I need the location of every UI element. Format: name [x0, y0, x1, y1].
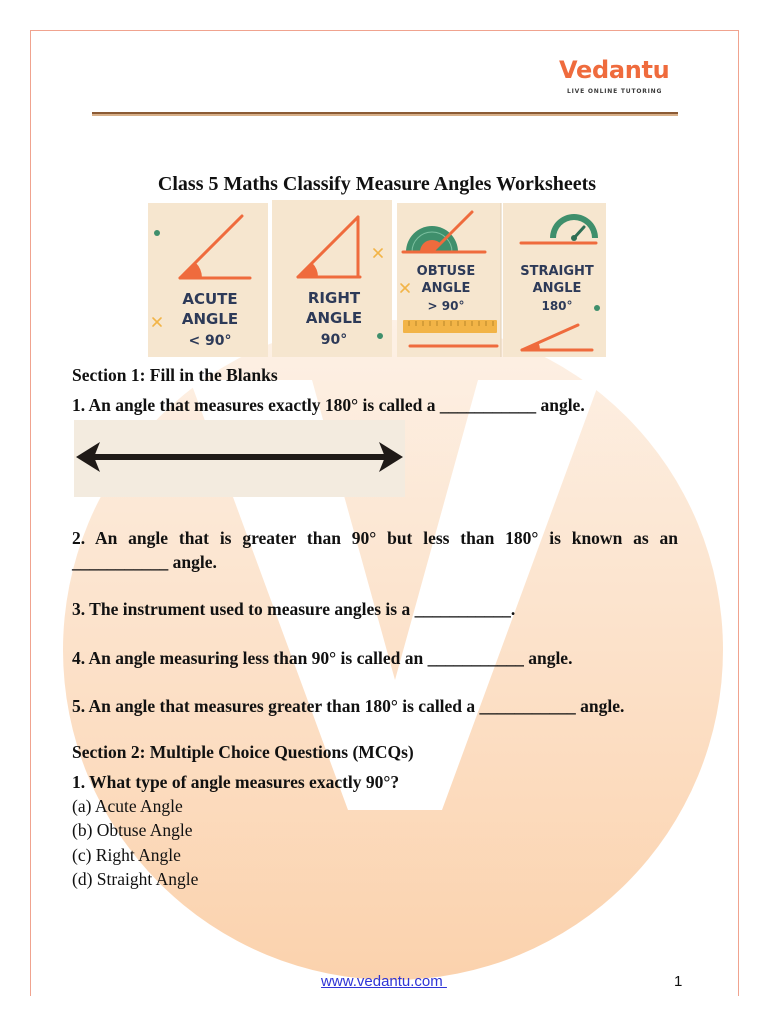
- fill-blank-question-1: 1. An angle that measures exactly 180° is called a ___________ angle.: [72, 395, 585, 415]
- mcq-option-d: (d) Straight Angle: [72, 869, 199, 890]
- mcq-question-1: 1. What type of angle measures exactly 90°?: [72, 772, 400, 792]
- card-label-line1: ACUTE: [182, 290, 238, 308]
- card-label-measure: < 90°: [188, 333, 232, 349]
- card-label-line2: ANGLE: [421, 281, 471, 296]
- mcq-option-c: (c) Right Angle: [72, 844, 181, 865]
- fill-blank-question-4: 4. An angle measuring less than 90° is called an ___________ angle.: [72, 648, 573, 668]
- card-label-measure: 180°: [541, 299, 573, 313]
- card-background: [397, 203, 501, 357]
- card-label-line1: OBTUSE: [416, 264, 476, 279]
- straight-angle-card: [503, 203, 606, 357]
- ruler-icon: [403, 320, 497, 333]
- straight-line-figure: [74, 420, 405, 497]
- worksheet-title: Class 5 Maths Classify Measure Angles Worksheets: [157, 173, 597, 195]
- gauge-pivot: [571, 235, 577, 241]
- ruler-body: [403, 320, 497, 333]
- page-number: 1: [674, 973, 683, 990]
- logo-brand-text: Vedantu: [559, 56, 670, 84]
- card-label-line1: STRAIGHT: [520, 264, 594, 279]
- section-1-heading: Section 1: Fill in the Blanks: [72, 365, 278, 385]
- card-label-line2: ANGLE: [181, 310, 239, 328]
- dot-decoration: [594, 305, 600, 311]
- fill-blank-question-3: 3. The instrument used to measure angles is a ___________.: [72, 599, 516, 619]
- fill-blank-question-5: 5. An angle that measures greater than 180° is called a ___________ angle.: [72, 696, 625, 716]
- header-divider: [92, 112, 678, 114]
- dot-decoration: [377, 333, 383, 339]
- mcq-option-b: (b) Obtuse Angle: [72, 820, 193, 841]
- obtuse-angle-card: [397, 203, 501, 357]
- right-angle-card: [272, 200, 392, 357]
- card-label-line2: ANGLE: [532, 281, 582, 296]
- angle-types-illustration: [148, 200, 606, 358]
- vedantu-website-link[interactable]: www.vedantu.com: [321, 973, 447, 990]
- fill-blank-question-2: 2. An angle that is greater than 90° but less than 180° is known as an ___________ angle.: [72, 528, 678, 572]
- acute-angle-card: [148, 203, 268, 357]
- dot-decoration: [154, 230, 160, 236]
- section-2-heading: Section 2: Multiple Choice Questions (MCQs): [72, 742, 414, 762]
- card-label-measure: 90°: [320, 332, 348, 348]
- logo-tagline: LIVE ONLINE TUTORING: [567, 88, 663, 95]
- page-footer: [0, 972, 768, 992]
- mcq-option-a: (a) Acute Angle: [72, 796, 183, 816]
- card-label-line2: ANGLE: [305, 309, 363, 327]
- mcq-options-list: [72, 794, 198, 892]
- card-label-measure: > 90°: [427, 299, 465, 313]
- card-label-line1: RIGHT: [307, 289, 361, 307]
